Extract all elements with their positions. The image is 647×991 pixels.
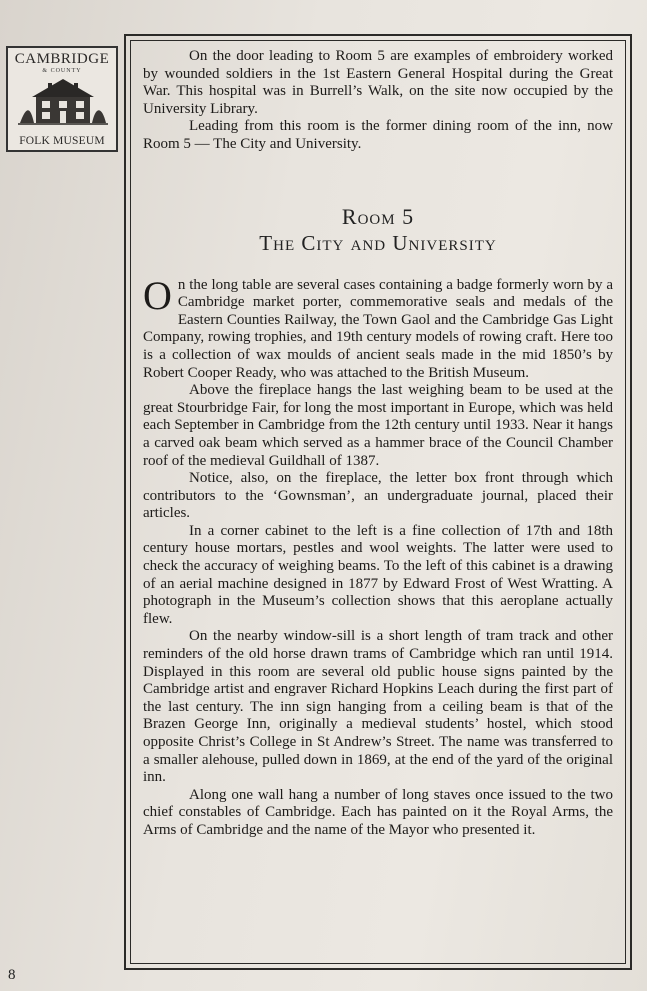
logo-footer: FOLK MUSEUM bbox=[19, 135, 105, 147]
intro-section bbox=[143, 48, 613, 154]
body-paragraph: In a corner cabinet to the left is a fine collection of 17th and 18th century house mortars, pestles and wool weights. The latter were used to check the accuracy of weighing beams. To the left of this cabinet is a drawing of an aerial machine designed in 1877 by Edward Frost of West Wratting. A photograph in the Museum’s collection shows that this aeroplane actually flew. bbox=[143, 522, 613, 627]
room-heading bbox=[143, 204, 613, 256]
body-paragraph: Above the fireplace hangs the last weighing beam to be used at the great Stourbridge Fair, for long the most important in Europe, which was held each September in Cambridge from the 12th century until 1933. Near it hangs a carved oak beam which served as a hammer brace of the Council Chamber roof of the medieval Guildhall of 1387. bbox=[143, 382, 613, 469]
room-subtitle: The City and University bbox=[259, 230, 497, 255]
body-paragraph: On the nearby window-sill is a short length of tram track and other reminders of the old horse drawn trams of Cambridge which ran until 1914. Displayed in this room are several old public house signs painted by the Cambridge artist and engraver Richard Hopkins Leach during the first part of the last century. The inn sign hanging from a ceiling beam is that of the Brazen George Inn, originally a medieval students’ hostel, which stood opposite Christ’s College in St Andrew’s Street. The name was transferred to a smaller alehouse, pulled down in 1869, at the end of the yard of the original inn. bbox=[143, 628, 613, 786]
body-paragraph: Along one wall hang a number of long staves once issued to the two chief constables of Cambridge. Each has painted on it the Royal Arms, the Arms of Cambridge and the name of the Mayor who presented it. bbox=[143, 786, 613, 838]
article-text bbox=[143, 48, 613, 840]
intro-paragraph: On the door leading to Room 5 are examples of embroidery worked by wounded soldiers in the 1st Eastern General Hospital during the Great War. This hospital was in Burrell’s Walk, on the site now occupied by the University Library. bbox=[143, 48, 613, 117]
house-icon bbox=[18, 77, 108, 125]
intro-paragraph: Leading from this room is the former dining room of the inn, now Room 5 — The City and University. bbox=[143, 118, 613, 152]
body-paragraph bbox=[143, 272, 613, 383]
page-number: 8 bbox=[8, 967, 16, 983]
museum-logo bbox=[6, 46, 118, 152]
logo-title: CAMBRIDGE bbox=[14, 51, 110, 67]
paragraph-text: n the long table are several cases containing a badge formerly worn by a Cambridge market porter, commemorative seals and medals of the Eastern Counties Railway, the Town Gaol and the Cambridge Gas Light Company, rowing trophies, and 19th century models of rowing craft. Here too is a collection of wax moulds of ancient seals made in the mid 1850’s by Robert Cooper Ready, who was attached to the British Museum. bbox=[143, 276, 613, 381]
logo-subtitle: & COUNTY bbox=[42, 68, 82, 74]
body-paragraph: Notice, also, on the fireplace, the letter box front through which contributors to the ‘Gownsman’, an undergraduate journal, placed their articles. bbox=[143, 470, 613, 522]
drop-cap: O bbox=[143, 272, 172, 318]
room-number-title: Room 5 bbox=[341, 203, 415, 229]
